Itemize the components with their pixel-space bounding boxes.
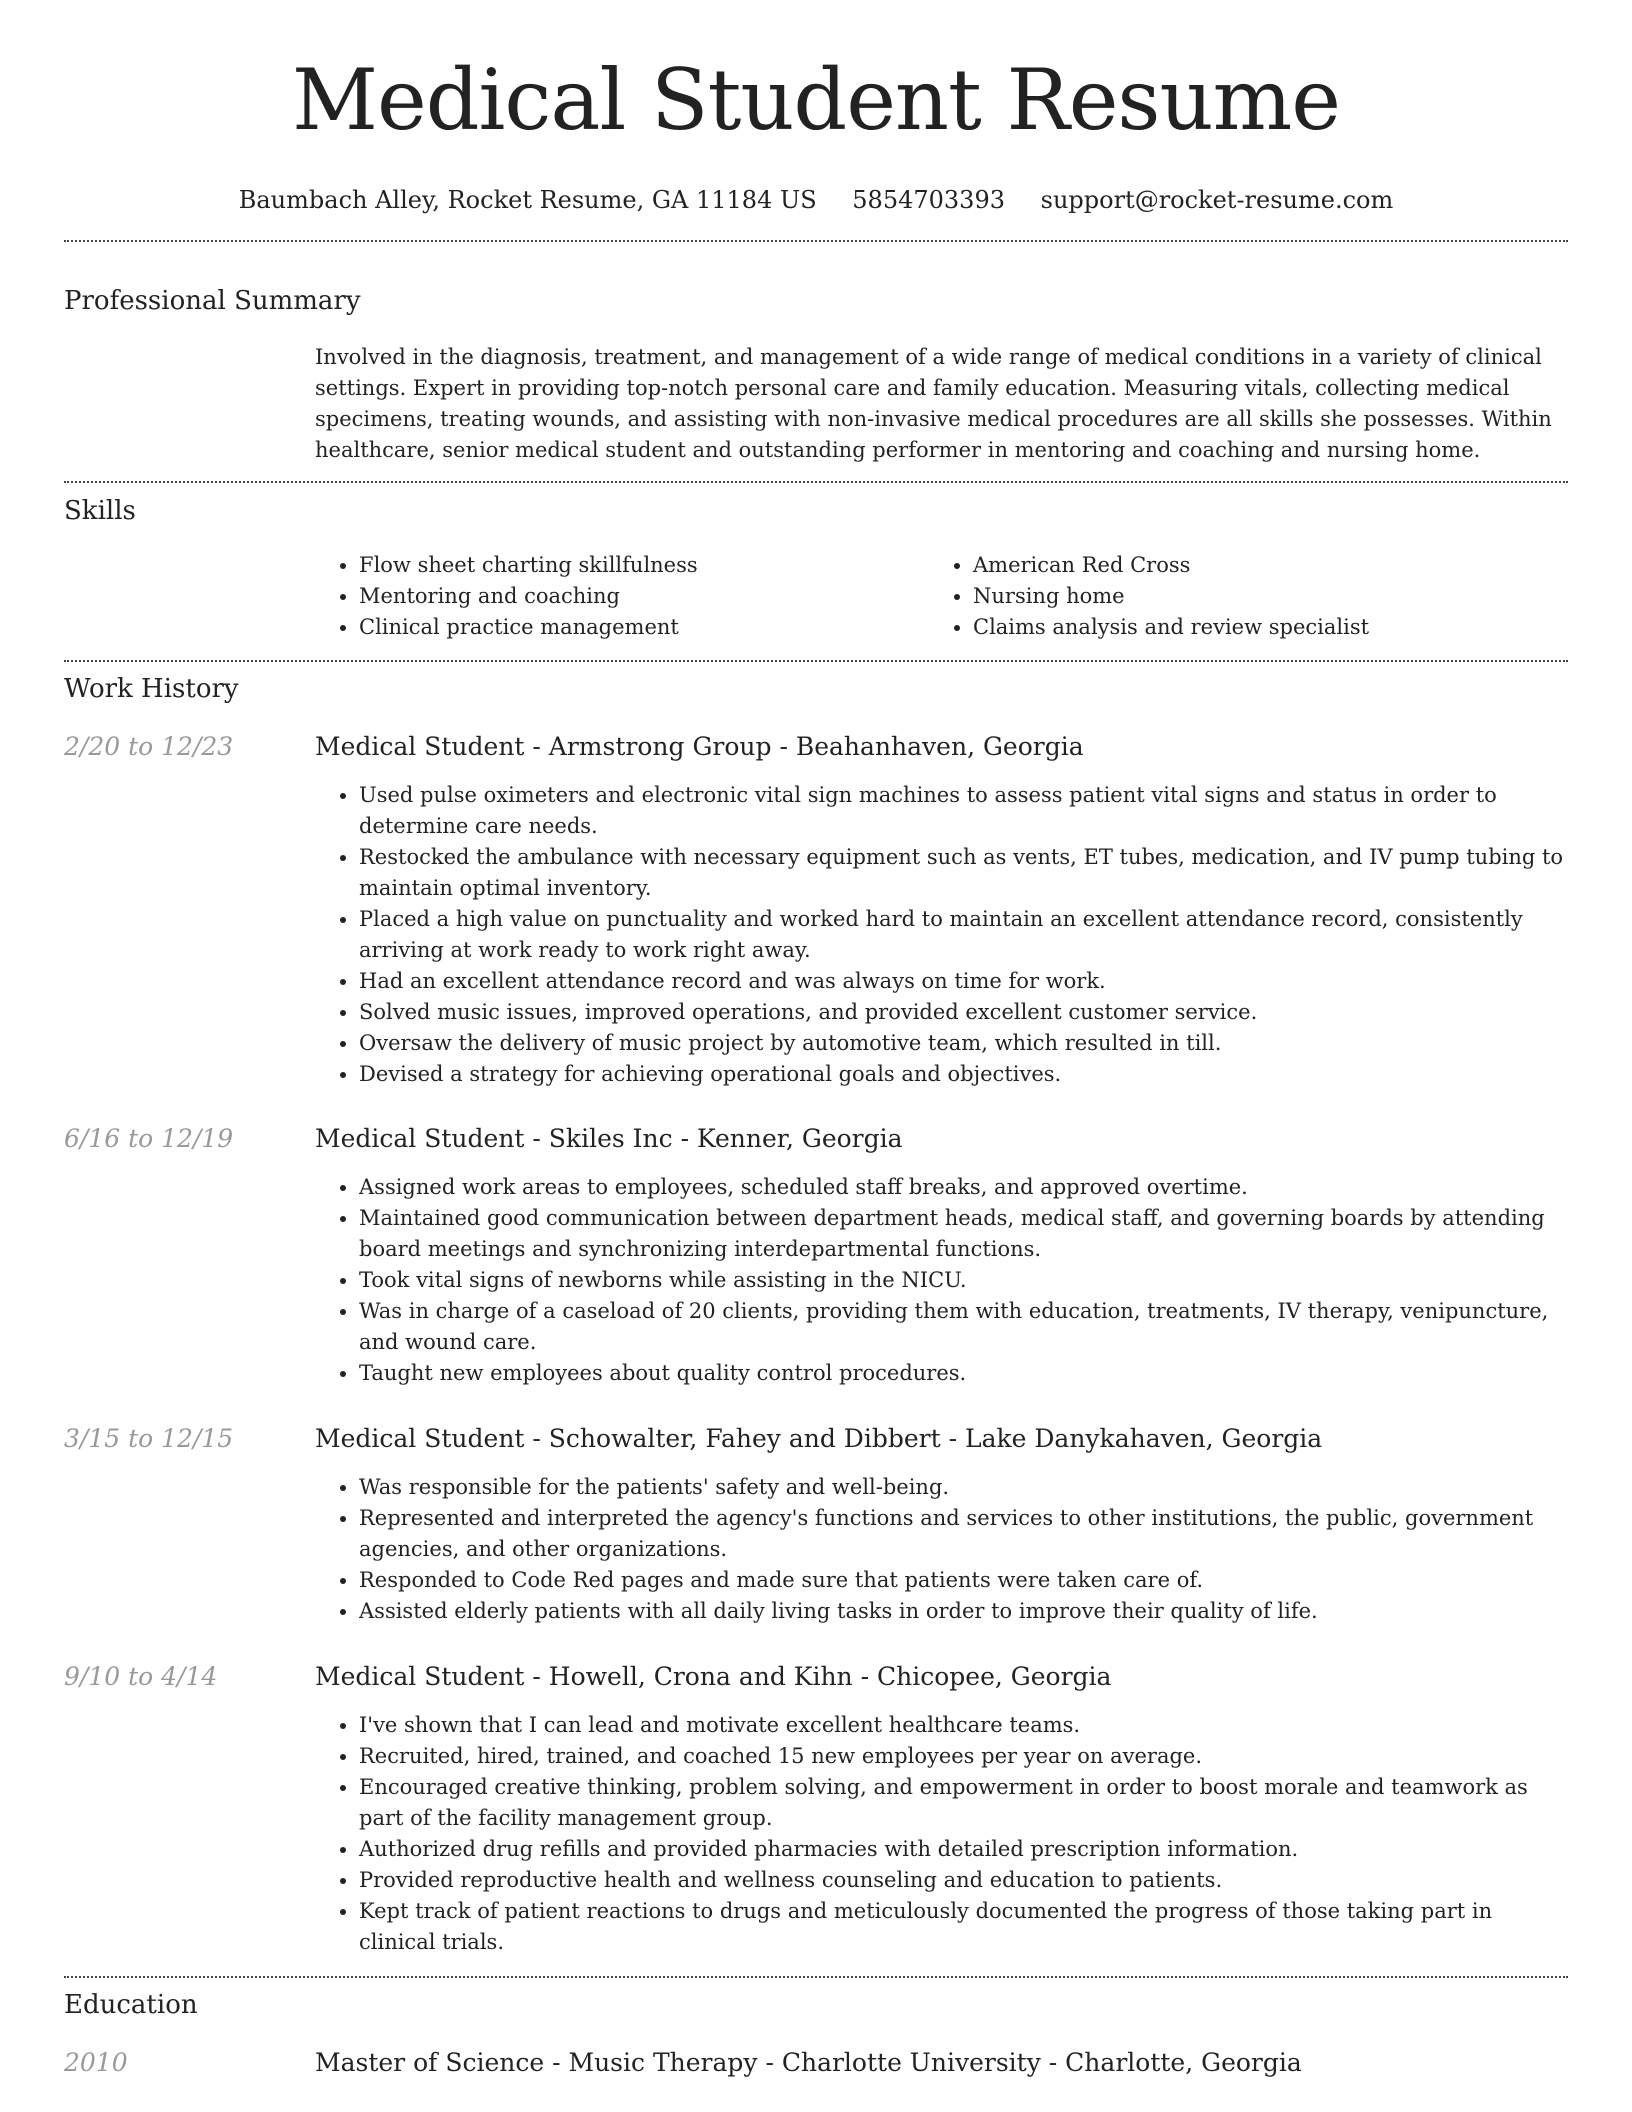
- job-bullet: • Took vital signs of newborns while assisting in the NICU.: [359, 1265, 1565, 1296]
- job-bullet: • Assigned work areas to employees, scheduled staff breaks, and approved overtime.: [359, 1172, 1565, 1203]
- job-bullet: • Placed a high value on punctuality and worked hard to maintain an excellent attendance record, consistently arriving at work ready to work right away.: [359, 904, 1565, 966]
- skill-item: • American Red Cross: [973, 550, 1543, 581]
- job-bullet: • Restocked the ambulance with necessary equipment such as vents, ET tubes, medication, and IV pump tubing to maintain optimal inventory.: [359, 842, 1565, 904]
- email: support@rocket-resume.com: [1040, 186, 1394, 214]
- job-bullet: • I've shown that I can lead and motivate excellent healthcare teams.: [359, 1710, 1565, 1741]
- job-bullet: • Maintained good communication between department heads, medical staff, and governing boards by attending board meetings and synchronizing interdepartmental functions.: [359, 1203, 1565, 1265]
- job-bullet: • Oversaw the delivery of music project by automotive team, which resulted in till.: [359, 1028, 1565, 1059]
- job-title: Medical Student - Schowalter, Fahey and Dibbert - Lake Danykahaven, Georgia: [315, 1424, 1323, 1453]
- skills-column-right: [929, 550, 1543, 643]
- job-bullet: • Responded to Code Red pages and made sure that patients were taken care of.: [359, 1565, 1565, 1596]
- job-bullet: • Taught new employees about quality control procedures.: [359, 1358, 1565, 1389]
- job-title: Medical Student - Skiles Inc - Kenner, Georgia: [315, 1124, 903, 1153]
- skill-item: • Flow sheet charting skillfulness: [359, 550, 929, 581]
- job-dates: 6/16 to 12/19: [64, 1124, 234, 1153]
- job-bullet: • Provided reproductive health and wellness counseling and education to patients.: [359, 1865, 1565, 1896]
- job-bullet: • Devised a strategy for achieving operational goals and objectives.: [359, 1059, 1565, 1090]
- job-bullet: • Assisted elderly patients with all daily living tasks in order to improve their quality of life.: [359, 1596, 1565, 1627]
- job-dates: 2/20 to 12/23: [64, 732, 234, 761]
- skills-heading: Skills: [64, 496, 136, 526]
- skills-column-left: [315, 550, 929, 643]
- skill-item: • Clinical practice management: [359, 612, 929, 643]
- education-year: 2010: [64, 2048, 128, 2077]
- section-divider: [64, 1976, 1568, 1978]
- job-bullets: [315, 780, 1565, 1090]
- job-bullet: • Encouraged creative thinking, problem solving, and empowerment in order to boost morale and teamwork as part of the facility management group.: [359, 1772, 1565, 1834]
- job-dates: 9/10 to 4/14: [64, 1662, 218, 1691]
- skill-item: • Nursing home: [973, 581, 1543, 612]
- skills-list: [315, 550, 1575, 643]
- address: Baumbach Alley, Rocket Resume, GA 11184 US: [238, 186, 817, 214]
- job-bullet: • Kept track of patient reactions to drugs and meticulously documented the progress of those taking part in clinical trials.: [359, 1896, 1565, 1958]
- job-title: Medical Student - Armstrong Group - Beahanhaven, Georgia: [315, 732, 1084, 761]
- section-divider: [64, 481, 1568, 483]
- job-bullet: • Used pulse oximeters and electronic vital sign machines to assess patient vital signs and status in order to determine care needs.: [359, 780, 1565, 842]
- education-degree: Master of Science - Music Therapy - Charlotte University - Charlotte, Georgia: [315, 2048, 1302, 2077]
- phone: 5854703393: [852, 186, 1005, 214]
- resume-name: Medical Student Resume: [291, 51, 1340, 149]
- job-bullet: • Was in charge of a caseload of 20 clients, providing them with education, treatments, IV therapy, venipuncture, and wound care.: [359, 1296, 1565, 1358]
- job-bullet: • Solved music issues, improved operations, and provided excellent customer service.: [359, 997, 1565, 1028]
- work-history-heading: Work History: [64, 674, 239, 704]
- education-heading: Education: [64, 1990, 198, 2020]
- job-bullets: [315, 1472, 1565, 1627]
- contact-line: [0, 184, 1632, 216]
- job-bullet: • Represented and interpreted the agency's functions and services to other institutions, the public, government agencies, and other organizations.: [359, 1503, 1565, 1565]
- job-bullet: • Was responsible for the patients' safety and well-being.: [359, 1472, 1565, 1503]
- job-bullet: • Authorized drug refills and provided pharmacies with detailed prescription information.: [359, 1834, 1565, 1865]
- summary-heading: Professional Summary: [64, 286, 361, 316]
- skill-item: • Claims analysis and review specialist: [973, 612, 1543, 643]
- job-bullets: [315, 1710, 1565, 1958]
- section-divider: [64, 240, 1568, 242]
- job-bullet: • Recruited, hired, trained, and coached 15 new employees per year on average.: [359, 1741, 1565, 1772]
- summary-text: Involved in the diagnosis, treatment, and management of a wide range of medical conditions in a variety of clinical settings. Expert in providing top-notch personal care and family education. Measuring vitals, collecting medical specimens, treating wounds, and assisting with non-invasive medical procedures are all skills she possesses. Within healthcare, senior medical student and outstanding performer in mentoring and coaching and nursing home.: [315, 345, 1552, 462]
- job-title: Medical Student - Howell, Crona and Kihn - Chicopee, Georgia: [315, 1662, 1112, 1691]
- job-bullet: • Had an excellent attendance record and was always on time for work.: [359, 966, 1565, 997]
- job-dates: 3/15 to 12/15: [64, 1424, 234, 1453]
- job-bullets: [315, 1172, 1565, 1389]
- skill-item: • Mentoring and coaching: [359, 581, 929, 612]
- section-divider: [64, 660, 1568, 662]
